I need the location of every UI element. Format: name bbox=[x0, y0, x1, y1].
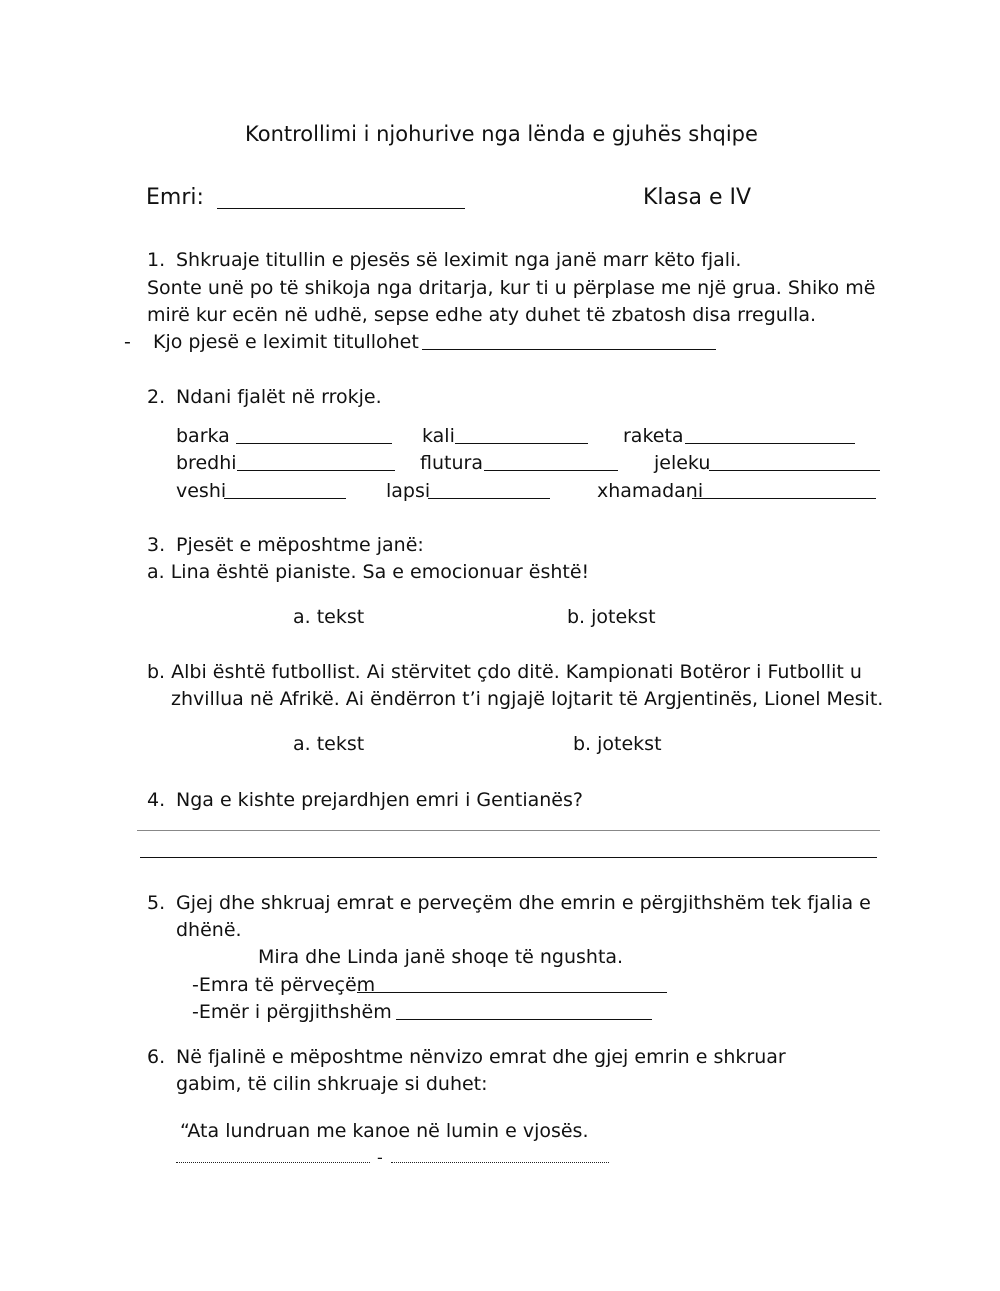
q3-a-option-jotekst[interactable]: b. jotekst bbox=[567, 606, 656, 628]
q3-b-option-tekst[interactable]: a. tekst bbox=[293, 733, 365, 755]
q2-word-xhamadani: xhamadani bbox=[597, 480, 704, 502]
q3-a-option-tekst[interactable]: a. tekst bbox=[293, 606, 365, 628]
q2-answer-line-bredhi[interactable] bbox=[237, 470, 395, 471]
q6-sentence: “Ata lundruan me kanoe në lumin e vjosës. bbox=[180, 1120, 589, 1142]
q6-number: 6. bbox=[147, 1046, 166, 1068]
q2-word-bredhi: bredhi bbox=[176, 452, 237, 474]
name-answer-line[interactable] bbox=[217, 208, 465, 209]
q3-b-text-line-2: zhvillua në Afrikë. Ai ëndërron t’i ngjajë lojtarit të Argjentinës, Lionel Mesit. bbox=[171, 688, 884, 710]
q2-answer-line-barka[interactable] bbox=[236, 443, 392, 444]
q5-common-answer-line[interactable] bbox=[396, 1019, 652, 1020]
q6-prompt-line-2: gabim, të cilin shkruaje si duhet: bbox=[176, 1073, 488, 1095]
q1-bullet: - bbox=[124, 331, 131, 353]
q2-word-raketa: raketa bbox=[623, 425, 684, 447]
q4-answer-line-1[interactable] bbox=[137, 830, 880, 831]
q5-prompt-line-1: Gjej dhe shkruaj emrat e perveçëm dhe emrin e përgjithshëm tek fjalia e bbox=[176, 892, 871, 914]
q2-number: 2. bbox=[147, 386, 166, 408]
q5-common-label: -Emër i përgjithshëm bbox=[192, 1001, 392, 1023]
page-title: Kontrollimi i njohurive nga lënda e gjuhës shqipe bbox=[245, 122, 758, 146]
q6-answer-dots-left[interactable] bbox=[176, 1162, 370, 1163]
q5-proper-label: -Emra të përveçëm bbox=[192, 974, 376, 996]
q2-word-jeleku: jeleku bbox=[654, 452, 711, 474]
q2-answer-line-kali[interactable] bbox=[455, 443, 588, 444]
q5-sentence: Mira dhe Linda janë shoqe të ngushta. bbox=[258, 946, 624, 968]
q2-word-lapsi: lapsi bbox=[386, 480, 431, 502]
q1-passage-line-2: mirë kur ecën në udhë, sepse edhe aty duhet të zbatosh disa rregulla. bbox=[147, 304, 817, 326]
q2-answer-line-jeleku[interactable] bbox=[709, 470, 880, 471]
q4-answer-line-2[interactable] bbox=[140, 857, 877, 858]
q2-answer-line-veshi[interactable] bbox=[224, 498, 346, 499]
q5-proper-answer-line[interactable] bbox=[357, 992, 667, 993]
q2-word-veshi: veshi bbox=[176, 480, 227, 502]
q5-prompt-line-2: dhënë. bbox=[176, 919, 242, 941]
q2-answer-line-flutura[interactable] bbox=[484, 470, 618, 471]
q2-word-flutura: flutura bbox=[420, 452, 483, 474]
q6-prompt-line-1: Në fjalinë e mëposhtme nënvizo emrat dhe gjej emrin e shkruar bbox=[176, 1046, 786, 1068]
q2-word-barka: barka bbox=[176, 425, 230, 447]
q1-number: 1. bbox=[147, 249, 166, 271]
q1-passage-line-1: Sonte unë po të shikoja nga dritarja, kur ti u përplase me një grua. Shiko më bbox=[147, 277, 876, 299]
q3-b-option-jotekst[interactable]: b. jotekst bbox=[573, 733, 662, 755]
q3-b-text-line-1: b. Albi është futbollist. Ai stërvitet çdo ditë. Kampionati Botëror i Futbollit u bbox=[147, 661, 862, 683]
q4-number: 4. bbox=[147, 789, 166, 811]
q6-dash: - bbox=[377, 1148, 383, 1167]
q1-prompt: Shkruaje titullin e pjesës së leximit nga janë marr këto fjali. bbox=[176, 249, 742, 271]
q2-prompt: Ndani fjalët në rrokje. bbox=[176, 386, 382, 408]
q1-answer-label: Kjo pjesë e leximit titullohet bbox=[153, 331, 419, 353]
q2-word-kali: kali bbox=[422, 425, 455, 447]
name-label: Emri: bbox=[146, 185, 204, 210]
q3-a-text: a. Lina është pianiste. Sa e emocionuar është! bbox=[147, 561, 590, 583]
q4-prompt: Nga e kishte prejardhjen emri i Gentianës? bbox=[176, 789, 583, 811]
q5-number: 5. bbox=[147, 892, 166, 914]
q2-answer-line-raketa[interactable] bbox=[685, 443, 855, 444]
class-label: Klasa e IV bbox=[643, 185, 752, 210]
q2-answer-line-lapsi[interactable] bbox=[428, 498, 550, 499]
q6-answer-dots-right[interactable] bbox=[391, 1162, 609, 1163]
q3-prompt: Pjesët e mëposhtme janë: bbox=[176, 534, 424, 556]
q2-answer-line-xhamadani[interactable] bbox=[692, 498, 876, 499]
q3-number: 3. bbox=[147, 534, 166, 556]
q1-answer-line[interactable] bbox=[422, 349, 716, 350]
